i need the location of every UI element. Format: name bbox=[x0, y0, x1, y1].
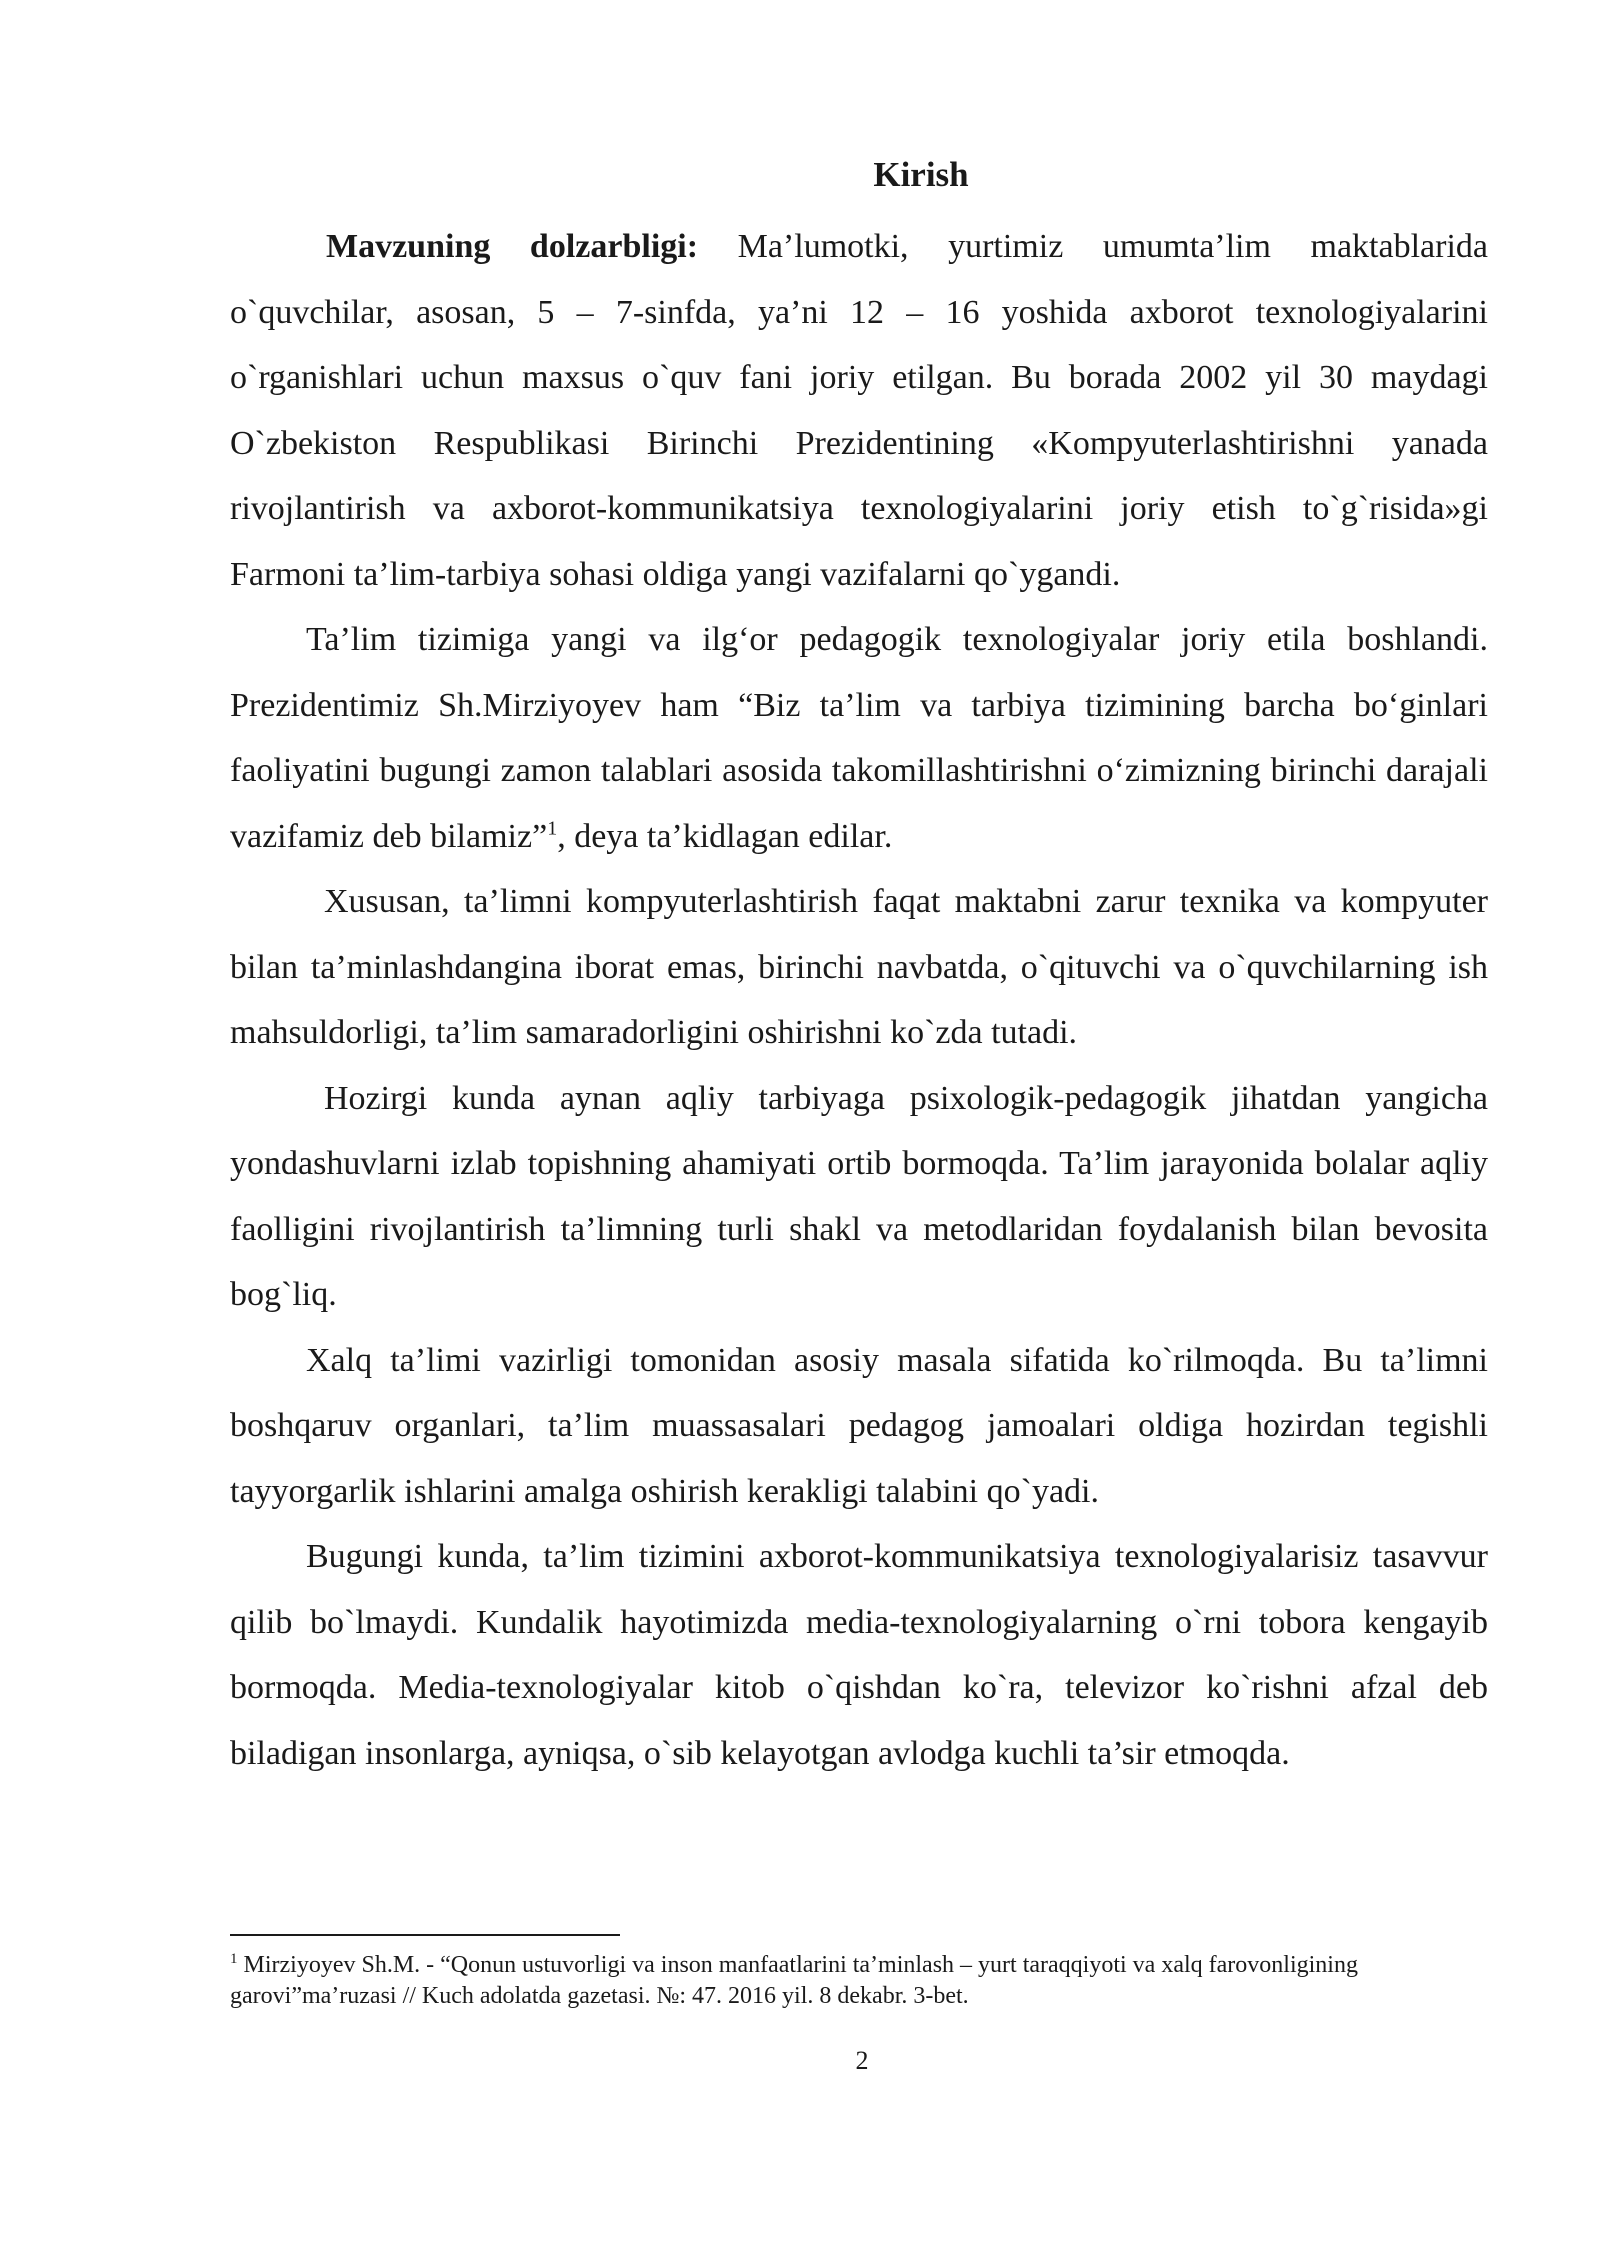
paragraph-computerization: Xususan, ta’limni kompyuterlashtirish faqat maktabni zarur texnika va kompyuter bilan ta’minlashdangina iborat emas, birinchi navbatda, o`qituvchi va o`quvchilarning ish mahsuldorligi, ta’lim samaradorligini oshirishni ko`zda tutadi. bbox=[230, 883, 1488, 1051]
document-body bbox=[230, 148, 1488, 1786]
page-number: 2 bbox=[855, 2046, 869, 2075]
paragraph-relevance bbox=[230, 214, 1488, 607]
page-title: Kirish bbox=[873, 155, 969, 194]
footnote bbox=[230, 1950, 1390, 2012]
paragraph-ministry: Xalq ta’limi vazirligi tomonidan asosiy masala sifatida ko`rilmoqda. Bu ta’limni boshqaruv organlari, ta’lim muassasalari pedagog jamoalari oldiga hozirdan tegishli tayyorgarlik ishlarini amalga oshirish kerakligi talabini qo`yadi. bbox=[230, 1341, 1488, 1510]
footnote-text: Mirziyoyev Sh.M. - “Qonun ustuvorligi va inson manfaatlarini ta’minlash – yurt taraqqiyoti va xalq farovonligining garovi”ma’ruzasi // Kuch adolatda gazetasi. №: 47. 2016 yil. 8 dekabr. 3-bet. bbox=[230, 1952, 1358, 2009]
footnote-reference[interactable]: 1 bbox=[547, 817, 558, 840]
paragraph-text-after: , deya ta’kidlagan edilar. bbox=[557, 817, 893, 855]
paragraph-text: Ma’lumotki, yurtimiz umumta’lim maktablarida o`quvchilar, asosan, 5 – 7-sinfda, ya’ni 12 – 16 yoshida axborot texnologiyalarini o`rganishlari uchun maxsus o`quv fani joriy etilgan. Bu borada 2002 yil 30 maydagi O`zbekiston Respublikasi Birinchi Prezidentining «Kompyuterlashtirishni yanada rivojlantirish va axborot-kommunikatsiya texnologiyalarini joriy etish to`g`risida»gi Farmoni ta’lim-tarbiya sohasi oldiga yangi vazifalarni qo`ygandi. bbox=[230, 228, 1488, 593]
paragraph-text: Ta’lim tizimiga yangi va ilg‘or pedagogik texnologiyalar joriy etila boshlandi. Prezidentimiz Sh.Mirziyoyev ham “Biz ta’lim va tarbiya tizimining barcha bo‘ginlari faoliyatini bugungi zamon talablari asosida takomillashtirishni o‘zimizning birinchi darajali vazifamiz deb bilamiz” bbox=[230, 621, 1488, 855]
footnote-marker: 1 bbox=[230, 1951, 238, 1967]
paragraph-lead: Mavzuning dolzarbligi: bbox=[326, 228, 699, 265]
paragraph-pedagogical-tech bbox=[230, 607, 1488, 869]
paragraph-media-tech: Bugungi kunda, ta’lim tizimini axborot-kommunikatsiya texnologiyalarisiz tasavvur qilib bo`lmaydi. Kundalik hayotimizda media-texnologiyalarning o`rni tobora kengayib bormoqda. Media-texnologiyalar kitob o`qishdan ko`ra, televizor ko`rishni afzal deb biladigan insonlarga, ayniqsa, o`sib kelayotgan avlodga kuchli ta’sir etmoqda. bbox=[230, 1538, 1488, 1772]
paragraph-mental-education: Hozirgi kunda aynan aqliy tarbiyaga psixologik-pedagogik jihatdan yangicha yondashuvlarni izlab topishning ahamiyati ortib bormoqda. Ta’lim jarayonida bolalar aqliy faolligini rivojlantirish ta’limning turli shakl va metodlaridan foydalanish bilan bevosita bog`liq. bbox=[230, 1079, 1488, 1313]
footnote-separator bbox=[230, 1934, 620, 1936]
